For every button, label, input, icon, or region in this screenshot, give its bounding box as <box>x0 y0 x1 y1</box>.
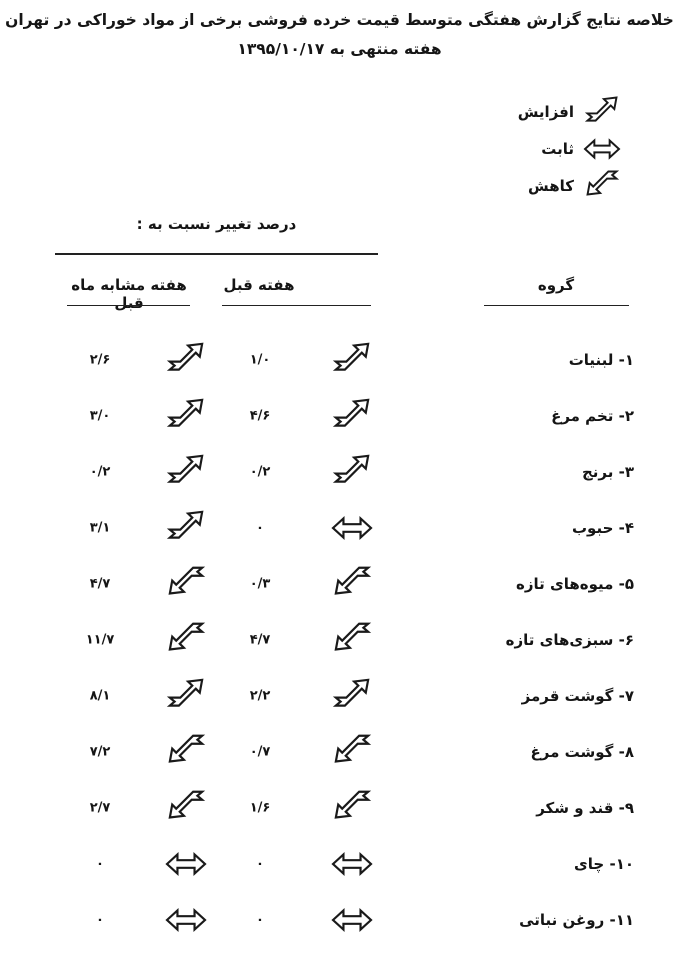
increase-arrow-icon <box>165 453 207 491</box>
prev-week-trend <box>330 733 374 771</box>
increase-arrow-icon <box>165 677 207 715</box>
prev-week-value: ۴/۷ <box>249 632 271 648</box>
prev-month-week-trend <box>164 845 208 883</box>
prev-week-trend <box>330 509 374 547</box>
prev-week-trend <box>330 397 374 435</box>
prev-month-week-value: ۳/۰ <box>89 408 111 424</box>
stable-arrow-icon <box>165 845 207 883</box>
table-row <box>0 556 679 612</box>
prev-month-week-trend <box>164 509 208 547</box>
trend-legend <box>518 93 621 204</box>
decrease-arrow-icon <box>165 565 207 603</box>
group-label: ۴- حبوب <box>571 519 634 537</box>
group-label: ۹- قند و شکر <box>536 799 634 817</box>
group-label: ۵- میوه‌های تازه <box>515 575 634 593</box>
prev-week-trend <box>330 901 374 939</box>
prev-week-value: ۰/۲ <box>249 464 271 480</box>
prev-month-week-trend <box>164 733 208 771</box>
report-title-line1: خلاصه نتایج گزارش هفتگی متوسط قیمت خرده فروشی برخی از مواد خوراکی در تهران <box>5 11 674 29</box>
prev-month-week-value: ۰/۲ <box>89 464 111 480</box>
column-header-same-week-prev-month: هفته مشابه ماه قبل <box>71 276 187 312</box>
decrease-arrow-icon <box>331 621 373 659</box>
prev-week-value: ۰ <box>256 856 264 872</box>
prev-month-week-trend <box>164 677 208 715</box>
increase-arrow-icon <box>331 397 373 435</box>
decrease-arrow-icon <box>331 565 373 603</box>
increase-arrow-icon <box>331 677 373 715</box>
prev-month-week-value: ۴/۷ <box>89 576 111 592</box>
table-row <box>0 500 679 556</box>
column-header-prev-week: هفته قبل <box>223 276 295 294</box>
prev-month-week-value: ۷/۲ <box>89 744 111 760</box>
prev-week-value: ۲/۲ <box>249 688 271 704</box>
group-label: ۱۰- چای <box>574 855 634 873</box>
group-label: ۱۱- روغن نباتی <box>519 911 634 929</box>
prev-month-week-value: ۰ <box>96 912 104 928</box>
prev-month-week-value: ۳/۱ <box>89 520 111 536</box>
prev-month-week-trend <box>164 789 208 827</box>
percent-change-header: درصد تغییر نسبت به : <box>136 215 297 233</box>
decrease-arrow-icon <box>583 169 621 203</box>
group-label: ۶- سبزی‌های تازه <box>505 631 634 649</box>
prev-week-trend <box>330 621 374 659</box>
prev-week-trend <box>330 565 374 603</box>
report-title <box>0 6 679 64</box>
prev-month-week-trend <box>164 453 208 491</box>
prev-month-week-trend <box>164 397 208 435</box>
increase-arrow-icon <box>165 341 207 379</box>
group-label: ۷- گوشت قرمز <box>521 687 634 705</box>
prev-month-week-trend <box>164 565 208 603</box>
prev-month-week-value: ۱۱/۷ <box>85 632 115 648</box>
decrease-arrow-icon <box>331 733 373 771</box>
table-row <box>0 332 679 388</box>
prev-week-trend <box>330 453 374 491</box>
increase-arrow-icon <box>165 509 207 547</box>
increase-arrow-icon <box>331 341 373 379</box>
group-label: ۱- لبنیات <box>568 351 634 369</box>
prev-week-value: ۰/۷ <box>249 744 271 760</box>
prev-week-trend <box>330 845 374 883</box>
increase-arrow-icon <box>331 453 373 491</box>
report-title-line2: هفته منتهی به ۱۳۹۵/۱۰/۱۷ <box>237 40 442 58</box>
table-row <box>0 668 679 724</box>
decrease-arrow-icon <box>331 789 373 827</box>
stable-arrow-icon <box>331 509 373 547</box>
table-row <box>0 892 679 948</box>
prev-week-value: ۱/۰ <box>249 352 271 368</box>
decrease-arrow-icon <box>165 789 207 827</box>
table-body <box>0 332 679 948</box>
stable-arrow-icon <box>331 845 373 883</box>
decrease-arrow-icon <box>165 733 207 771</box>
prev-month-week-trend <box>164 901 208 939</box>
prev-month-week-trend <box>164 341 208 379</box>
prev-month-week-trend <box>164 621 208 659</box>
increase-arrow-icon <box>165 397 207 435</box>
percent-change-divider <box>55 253 378 255</box>
prev-week-value: ۱/۶ <box>249 800 271 816</box>
table-row <box>0 612 679 668</box>
underline-same-week-prev-month <box>67 305 190 306</box>
decrease-arrow-icon <box>165 621 207 659</box>
legend-item <box>528 167 621 204</box>
legend-label: افزایش <box>517 102 574 121</box>
increase-arrow-icon <box>583 95 621 129</box>
prev-month-week-value: ۸/۱ <box>89 688 111 704</box>
prev-week-value: ۰ <box>256 912 264 928</box>
prev-week-value: ۰ <box>256 520 264 536</box>
group-label: ۳- برنج <box>581 463 634 481</box>
group-label: ۲- تخم مرغ <box>551 407 634 425</box>
prev-week-value: ۴/۶ <box>249 408 271 424</box>
prev-week-trend <box>330 341 374 379</box>
legend-label: ثابت <box>541 139 574 158</box>
legend-label: کاهش <box>528 176 574 195</box>
underline-prev-week <box>222 305 371 306</box>
underline-group <box>484 305 629 306</box>
table-row <box>0 388 679 444</box>
group-label: ۸- گوشت مرغ <box>530 743 634 761</box>
table-row <box>0 724 679 780</box>
stable-arrow-icon <box>331 901 373 939</box>
prev-month-week-value: ۲/۶ <box>89 352 111 368</box>
table-row <box>0 444 679 500</box>
prev-month-week-value: ۰ <box>96 856 104 872</box>
column-header-group: گروه <box>537 276 575 294</box>
legend-item <box>518 93 621 130</box>
legend-item <box>541 130 621 167</box>
prev-month-week-value: ۲/۷ <box>89 800 111 816</box>
prev-week-trend <box>330 677 374 715</box>
stable-arrow-icon <box>165 901 207 939</box>
table-row <box>0 836 679 892</box>
table-row <box>0 780 679 836</box>
prev-week-value: ۰/۳ <box>249 576 271 592</box>
prev-week-trend <box>330 789 374 827</box>
stable-arrow-icon <box>583 132 621 166</box>
